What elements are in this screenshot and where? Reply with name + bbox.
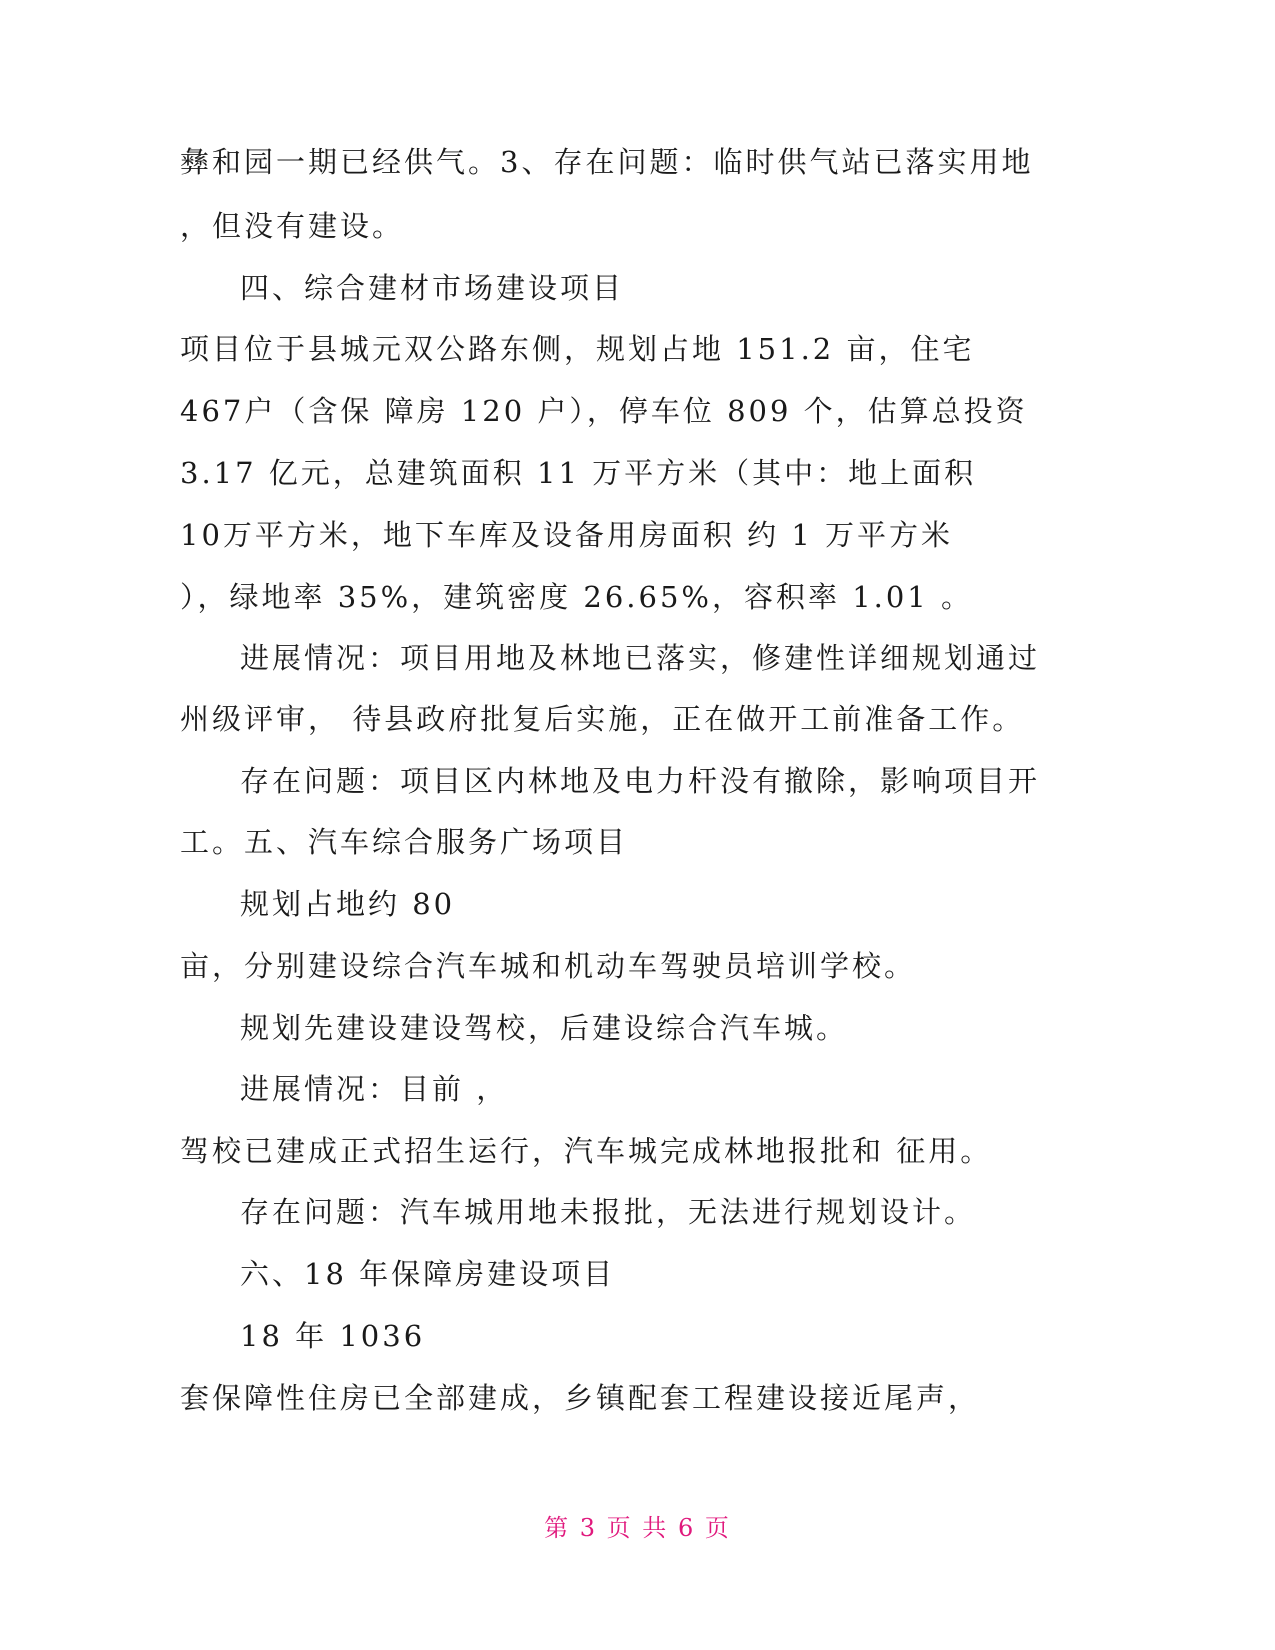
text-line: 3.17 亿元，总建筑面积 11 万平方米（其中：地上面积 — [180, 456, 977, 490]
text-line: 工。五、汽车综合服务广场项目 — [180, 825, 629, 859]
text-line: 10万平方米，地下车库及设备用房面积 约 1 万平方米 — [180, 518, 954, 552]
text-line: 项目位于县城元双公路东侧，规划占地 151.2 亩，住宅 — [180, 332, 975, 366]
text-line: 彝和园一期已经供气。3、存在问题：临时供气站已落实用地 — [180, 145, 1034, 179]
text-line: ，但没有建设。 — [180, 209, 405, 243]
text-line: 驾校已建成正式招生运行，汽车城完成林地报批和 征用。 — [180, 1134, 993, 1168]
text-line: 规划先建设建设驾校，后建设综合汽车城。 — [240, 1011, 849, 1045]
section-heading: 六、18 年保障房建设项目 — [240, 1257, 616, 1291]
text-line: 18 年 1036 — [240, 1319, 426, 1353]
text-line: 进展情况：项目用地及林地已落实，修建性详细规划通过 — [240, 641, 1041, 675]
text-line: 存在问题：汽车城用地未报批，无法进行规划设计。 — [240, 1195, 977, 1229]
text-line: 存在问题：项目区内林地及电力杆没有撤除，影响项目开 — [240, 764, 1041, 798]
text-line: 州级评审， 待县政府批复后实施，正在做开工前准备工作。 — [180, 702, 1025, 736]
text-line: 套保障性住房已全部建成，乡镇配套工程建设接近尾声， — [180, 1381, 981, 1415]
section-heading: 四、综合建材市场建设项目 — [240, 271, 625, 305]
text-line: 规划占地约 80 — [240, 887, 456, 921]
text-line: ），绿地率 35%，建筑密度 26.65%，容积率 1.01 。 — [180, 580, 973, 614]
text-line: 467户（含保 障房 120 户），停车位 809 个，估算总投资 — [180, 394, 1028, 428]
text-line: 进展情况：目前 ， — [240, 1072, 509, 1106]
page-number-footer: 第 3 页 共 6 页 — [544, 1514, 731, 1542]
text-line: 亩，分别建设综合汽车城和机动车驾驶员培训学校。 — [180, 949, 917, 983]
